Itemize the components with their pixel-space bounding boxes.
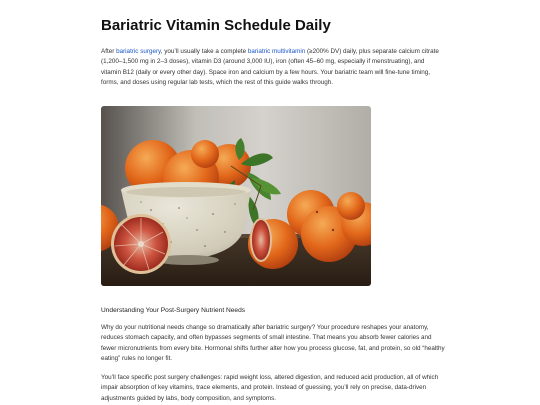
intro-text-3: (≥200% DV) daily, plus separate calcium citrate (1,200–1,500 mg in 2–3 doses), vitamin D3 (around 3,000 IU), iron (often 45–60 mg, especially if menstruating), and vitamin B12 (daily or every other day). Space iron and calcium by a few hours. Your bariatric team will fine-tune timing, forms, and doses using regular lab tests, which the rest of this guide walks through. [101,48,439,87]
intro-text-2: , you’ll usually take a complete [160,48,248,55]
intro-text-1: After [101,48,117,55]
paragraph-1: Why do your nutritional needs change so dramatically after bariatric surgery? Your procedure reshapes your anatomy, reduces stomach capacity, and often bypasses segments of small intestine. That means you absorb fewer calories and fewer micronutrients from every bite. Hormonal shifts further alter how you process glucose, fat, and protein, so old “healthy eating” rules no longer fit. [101,324,445,363]
bariatric-surgery-link[interactable]: bariatric surgery [116,48,161,55]
paragraph-2: You’ll face specific post surgery challenges: rapid weight loss, altered digestion, and reduced acid production, all of which impair absorption of key vitamins, trace elements, and protein. Instead of guessing, you’ll rely on precise, data-driven adjustments guided by labs, body composition, and symptoms. [101,374,439,402]
oranges-in-bowl-illustration [101,106,371,286]
hero-image [101,106,371,286]
intro-paragraph [101,47,446,89]
section-heading: Understanding Your Post-Surgery Nutrient Needs [101,307,246,314]
article-title: Bariatric Vitamin Schedule Daily [101,17,331,34]
bariatric-multivitamin-link[interactable]: bariatric multivitamin [247,48,306,55]
